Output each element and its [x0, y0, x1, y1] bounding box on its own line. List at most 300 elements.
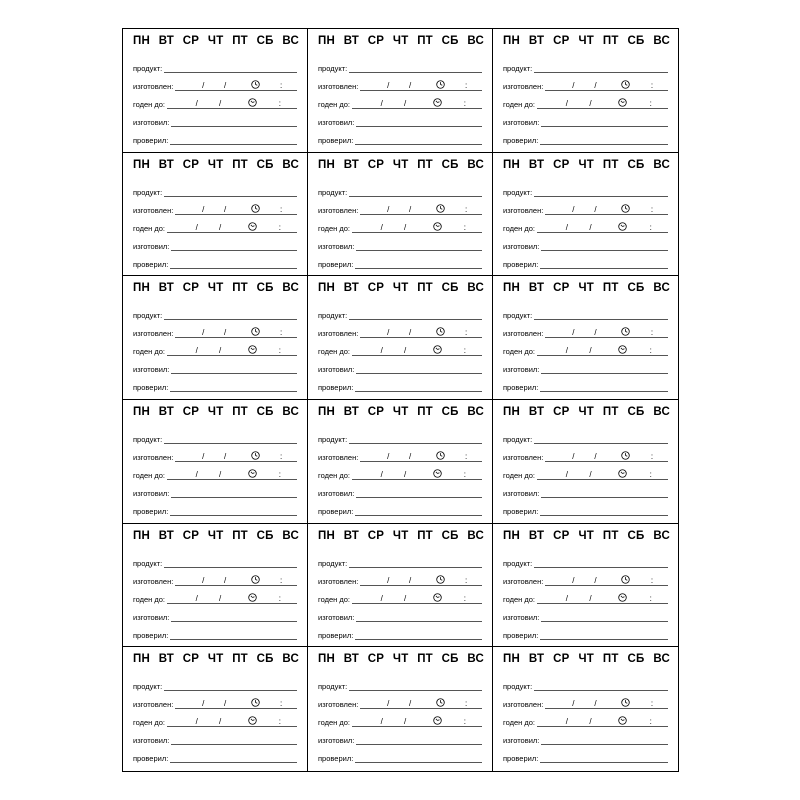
product-field[interactable] [534, 64, 668, 73]
expires-datetime-field[interactable] [167, 718, 297, 727]
expires-row [318, 592, 482, 604]
time-colon: : [279, 81, 283, 90]
label-card [308, 400, 493, 524]
weekday-mon[interactable]: ПН [133, 529, 150, 542]
weekday-fri[interactable]: ПТ [417, 35, 433, 47]
weekday-mon[interactable]: ПН [318, 405, 335, 418]
made-by-field[interactable] [171, 736, 297, 745]
weekday-thu[interactable]: ЧТ [578, 405, 594, 418]
weekday-thu[interactable]: ЧТ [207, 35, 224, 47]
weekday-sat[interactable]: СБ [441, 405, 459, 418]
clock-icon [618, 593, 627, 602]
product-field[interactable] [164, 311, 297, 320]
checked-field[interactable] [170, 507, 297, 516]
weekday-thu[interactable]: ЧТ [207, 529, 224, 542]
label-card [493, 524, 678, 648]
weekday-row [318, 282, 484, 294]
weekday-mon[interactable]: ПН [318, 529, 335, 542]
weekday-wed[interactable]: СР [553, 158, 570, 171]
weekday-thu[interactable]: ЧТ [578, 653, 594, 666]
expires-datetime-field[interactable] [352, 224, 482, 233]
weekday-wed[interactable]: СР [553, 405, 570, 418]
weekday-row [318, 406, 484, 418]
product-field[interactable] [349, 435, 482, 444]
time-colon: : [278, 717, 282, 727]
made-datetime-field[interactable] [545, 82, 668, 91]
weekday-fri[interactable]: ПТ [232, 158, 248, 171]
weekday-mon[interactable]: ПН [503, 282, 520, 295]
product-field[interactable] [164, 188, 297, 197]
weekday-thu[interactable]: ЧТ [392, 282, 409, 295]
weekday-fri[interactable]: ПТ [417, 405, 433, 418]
clock-icon [248, 222, 257, 231]
weekday-sat[interactable]: СБ [256, 405, 274, 418]
weekday-sun[interactable]: ВС [653, 653, 670, 666]
checked-field[interactable] [355, 754, 482, 763]
expires-datetime-field[interactable] [537, 718, 668, 727]
weekday-wed[interactable]: СР [367, 35, 385, 47]
expires-datetime-field[interactable] [167, 471, 297, 480]
made-row [133, 326, 297, 338]
product-field[interactable] [164, 435, 297, 444]
product-label: продукт: [503, 311, 533, 321]
checked-field[interactable] [170, 136, 297, 145]
weekday-sat[interactable]: СБ [256, 35, 274, 47]
expires-label: годен до: [133, 347, 165, 357]
weekday-thu[interactable]: ЧТ [392, 35, 409, 47]
clock-icon [248, 716, 257, 725]
expires-label: годен до: [503, 347, 535, 357]
weekday-row [503, 530, 670, 542]
made-datetime-field[interactable] [360, 206, 482, 215]
date-slash: / [202, 81, 205, 90]
weekday-tue[interactable]: ВТ [158, 653, 175, 666]
checked-field[interactable] [540, 754, 668, 763]
checked-field[interactable] [355, 507, 482, 516]
weekday-wed[interactable]: СР [553, 282, 570, 295]
date-slash: / [589, 469, 592, 479]
expires-datetime-field[interactable] [352, 471, 482, 480]
weekday-wed[interactable]: СР [182, 405, 200, 418]
clock-icon [436, 80, 445, 89]
time-colon: : [278, 99, 282, 108]
product-field[interactable] [164, 64, 297, 73]
weekday-sun[interactable]: ВС [467, 653, 484, 666]
made-by-field[interactable] [541, 118, 668, 127]
weekday-thu[interactable]: ЧТ [578, 35, 594, 47]
made-by-row [133, 733, 297, 745]
made-label: изготовлен: [503, 700, 544, 710]
weekday-thu[interactable]: ЧТ [578, 282, 594, 295]
expires-label: годен до: [503, 594, 535, 604]
time-colon: : [464, 451, 468, 461]
time-colon: : [464, 699, 468, 709]
made-row [503, 79, 668, 91]
product-field[interactable] [534, 682, 668, 691]
checked-field[interactable] [355, 383, 482, 392]
weekday-sun[interactable]: ВС [653, 282, 670, 295]
product-row [503, 308, 668, 320]
weekday-fri[interactable]: ПТ [602, 529, 619, 542]
weekday-sun[interactable]: ВС [282, 35, 299, 47]
weekday-mon[interactable]: ПН [503, 653, 520, 666]
checked-field[interactable] [540, 631, 668, 640]
weekday-sat[interactable]: СБ [441, 282, 459, 295]
date-slash: / [223, 328, 227, 338]
weekday-mon[interactable]: ПН [503, 529, 520, 542]
checked-field[interactable] [170, 383, 297, 392]
weekday-sun[interactable]: ВС [282, 282, 299, 295]
weekday-tue[interactable]: ВТ [343, 158, 360, 171]
weekday-tue[interactable]: ВТ [158, 405, 175, 418]
checked-label: проверил: [318, 136, 354, 145]
weekday-tue[interactable]: ВТ [343, 529, 360, 542]
product-field[interactable] [164, 682, 297, 691]
checked-field[interactable] [355, 260, 482, 269]
checked-field[interactable] [355, 136, 482, 145]
weekday-sun[interactable]: ВС [467, 35, 484, 47]
label-card [308, 524, 493, 648]
weekday-fri[interactable]: ПТ [232, 529, 248, 542]
made-datetime-field[interactable] [175, 206, 297, 215]
made-by-field[interactable] [541, 736, 668, 745]
weekday-thu[interactable]: ЧТ [392, 653, 409, 666]
weekday-tue[interactable]: ВТ [343, 282, 360, 295]
expires-datetime-field[interactable] [167, 595, 297, 604]
weekday-fri[interactable]: ПТ [232, 653, 248, 666]
date-slash: / [589, 717, 592, 727]
product-field[interactable] [534, 559, 668, 568]
made-datetime-field[interactable] [545, 329, 668, 338]
weekday-sat[interactable]: СБ [627, 35, 645, 47]
weekday-wed[interactable]: СР [367, 529, 385, 542]
made-by-field[interactable] [171, 242, 297, 251]
product-field[interactable] [349, 311, 482, 320]
label-card [308, 153, 493, 277]
weekday-wed[interactable]: СР [182, 529, 200, 542]
weekday-tue[interactable]: ВТ [158, 35, 175, 47]
weekday-sun[interactable]: ВС [653, 158, 670, 171]
weekday-sun[interactable]: ВС [653, 405, 670, 418]
made-by-row [318, 239, 482, 251]
expires-datetime-field[interactable] [537, 595, 668, 604]
product-label: продукт: [133, 187, 163, 197]
weekday-sun[interactable]: ВС [282, 529, 299, 542]
checked-field[interactable] [170, 260, 297, 269]
date-slash: / [195, 346, 198, 356]
weekday-wed[interactable]: СР [182, 158, 200, 171]
weekday-mon[interactable]: ПН [318, 653, 335, 666]
weekday-tue[interactable]: ВТ [528, 405, 545, 418]
date-slash: / [565, 469, 569, 479]
made-by-field[interactable] [171, 118, 297, 127]
expires-label: годен до: [133, 594, 165, 604]
product-row [133, 679, 297, 691]
expires-label: годен до: [503, 718, 535, 728]
made-by-field[interactable] [356, 242, 482, 251]
made-by-row [503, 733, 668, 745]
weekday-wed[interactable]: СР [182, 653, 200, 666]
weekday-sat[interactable]: СБ [256, 529, 274, 542]
weekday-sun[interactable]: ВС [467, 529, 484, 542]
expires-row [318, 221, 482, 233]
made-by-field[interactable] [171, 489, 297, 498]
weekday-fri[interactable]: ПТ [602, 35, 619, 47]
date-slash: / [572, 451, 575, 461]
weekday-tue[interactable]: ВТ [528, 653, 545, 666]
made-by-row [133, 610, 297, 622]
weekday-mon[interactable]: ПН [133, 282, 150, 295]
checked-field[interactable] [170, 631, 297, 640]
date-slash: / [202, 204, 205, 214]
clock-icon [248, 593, 257, 602]
weekday-wed[interactable]: СР [553, 653, 570, 666]
weekday-fri[interactable]: ПТ [232, 35, 248, 47]
checked-field[interactable] [355, 631, 482, 640]
weekday-tue[interactable]: ВТ [528, 282, 545, 295]
weekday-sun[interactable]: ВС [282, 405, 299, 418]
weekday-fri[interactable]: ПТ [232, 405, 248, 418]
clock-icon [621, 451, 630, 460]
expires-datetime-field[interactable] [537, 224, 668, 233]
weekday-fri[interactable]: ПТ [417, 529, 433, 542]
made-by-label: изготовил: [133, 612, 170, 622]
weekday-sat[interactable]: СБ [256, 282, 274, 295]
expires-label: годен до: [503, 100, 535, 109]
weekday-sun[interactable]: ВС [653, 35, 670, 47]
product-row [318, 556, 482, 568]
weekday-wed[interactable]: СР [182, 282, 200, 295]
date-slash: / [572, 204, 575, 214]
label-card [493, 647, 678, 771]
made-label: изготовлен: [133, 452, 174, 462]
time-colon: : [650, 81, 654, 90]
date-slash: / [403, 717, 407, 727]
date-slash: / [565, 717, 569, 727]
made-by-label: изготовил: [318, 736, 355, 746]
clock-icon [618, 716, 627, 725]
expires-datetime-field[interactable] [537, 100, 668, 109]
expires-datetime-field[interactable] [167, 100, 297, 109]
made-datetime-field[interactable] [360, 700, 482, 709]
expires-datetime-field[interactable] [352, 718, 482, 727]
weekday-tue[interactable]: ВТ [343, 35, 360, 47]
weekday-row [133, 530, 299, 542]
expires-row [133, 715, 297, 727]
weekday-mon[interactable]: ПН [318, 35, 335, 47]
weekday-fri[interactable]: ПТ [417, 653, 433, 666]
expires-datetime-field[interactable] [537, 471, 668, 480]
weekday-tue[interactable]: ВТ [158, 158, 175, 171]
product-field[interactable] [534, 435, 668, 444]
weekday-sat[interactable]: СБ [441, 653, 459, 666]
made-datetime-field[interactable] [175, 700, 297, 709]
expires-datetime-field[interactable] [352, 347, 482, 356]
weekday-mon[interactable]: ПН [503, 158, 520, 171]
weekday-wed[interactable]: СР [367, 282, 385, 295]
made-by-field[interactable] [541, 242, 668, 251]
weekday-thu[interactable]: ЧТ [578, 158, 594, 171]
made-datetime-field[interactable] [360, 453, 482, 462]
weekday-sun[interactable]: ВС [467, 282, 484, 295]
made-row [133, 697, 297, 709]
weekday-fri[interactable]: ПТ [602, 158, 619, 171]
label-card [123, 524, 308, 648]
made-by-field[interactable] [356, 118, 482, 127]
product-field[interactable] [534, 188, 668, 197]
made-by-field[interactable] [356, 613, 482, 622]
made-datetime-field[interactable] [360, 577, 482, 586]
weekday-wed[interactable]: СР [182, 35, 200, 47]
weekday-tue[interactable]: ВТ [528, 35, 545, 47]
date-slash: / [380, 346, 383, 356]
made-datetime-field[interactable] [360, 82, 482, 91]
product-field[interactable] [534, 311, 668, 320]
checked-field[interactable] [540, 383, 668, 392]
weekday-tue[interactable]: ВТ [158, 282, 175, 295]
made-datetime-field[interactable] [545, 700, 668, 709]
weekday-wed[interactable]: СР [553, 35, 570, 47]
weekday-wed[interactable]: СР [367, 405, 385, 418]
weekday-thu[interactable]: ЧТ [392, 158, 409, 171]
time-colon: : [463, 346, 467, 356]
weekday-sun[interactable]: ВС [282, 653, 299, 666]
expires-row [133, 344, 297, 356]
weekday-tue[interactable]: ВТ [528, 529, 545, 542]
weekday-wed[interactable]: СР [367, 158, 385, 171]
product-field[interactable] [164, 559, 297, 568]
product-label: продукт: [318, 558, 348, 568]
weekday-fri[interactable]: ПТ [602, 282, 619, 295]
time-colon: : [464, 328, 468, 338]
checked-label: проверил: [318, 259, 354, 269]
expires-row [503, 592, 668, 604]
weekday-thu[interactable]: ЧТ [207, 653, 224, 666]
made-by-label: изготовил: [318, 118, 355, 127]
weekday-sat[interactable]: СБ [256, 653, 274, 666]
weekday-tue[interactable]: ВТ [343, 405, 360, 418]
made-datetime-field[interactable] [545, 453, 668, 462]
weekday-mon[interactable]: ПН [503, 405, 520, 418]
weekday-thu[interactable]: ЧТ [392, 529, 409, 542]
weekday-sat[interactable]: СБ [627, 405, 645, 418]
time-colon: : [279, 451, 283, 461]
made-by-label: изготовил: [133, 488, 170, 498]
weekday-mon[interactable]: ПН [318, 158, 335, 171]
weekday-thu[interactable]: ЧТ [578, 529, 594, 542]
made-datetime-field[interactable] [360, 329, 482, 338]
made-by-field[interactable] [356, 489, 482, 498]
made-by-field[interactable] [356, 736, 482, 745]
weekday-sat[interactable]: СБ [441, 35, 459, 47]
time-colon: : [649, 469, 652, 479]
weekday-thu[interactable]: ЧТ [207, 282, 224, 295]
weekday-mon[interactable]: ПН [133, 158, 150, 171]
weekday-tue[interactable]: ВТ [343, 653, 360, 666]
weekday-wed[interactable]: СР [367, 653, 385, 666]
weekday-sun[interactable]: ВС [282, 158, 299, 171]
expires-datetime-field[interactable] [167, 347, 297, 356]
weekday-mon[interactable]: ПН [133, 653, 150, 666]
date-slash: / [202, 575, 205, 585]
weekday-sun[interactable]: ВС [653, 529, 670, 542]
checked-field[interactable] [540, 136, 668, 145]
checked-field[interactable] [540, 260, 668, 269]
weekday-thu[interactable]: ЧТ [392, 405, 409, 418]
weekday-wed[interactable]: СР [553, 529, 570, 542]
date-slash: / [408, 81, 412, 90]
weekday-sat[interactable]: СБ [627, 529, 645, 542]
weekday-fri[interactable]: ПТ [232, 282, 248, 295]
expires-row [318, 468, 482, 480]
weekday-thu[interactable]: ЧТ [207, 405, 224, 418]
weekday-sat[interactable]: СБ [627, 158, 645, 171]
made-by-field[interactable] [541, 365, 668, 374]
made-by-field[interactable] [541, 489, 668, 498]
made-by-label: изготовил: [133, 118, 170, 127]
made-by-label: изготовил: [133, 365, 170, 375]
weekday-sat[interactable]: СБ [627, 653, 645, 666]
weekday-sat[interactable]: СБ [256, 158, 274, 171]
expires-datetime-field[interactable] [352, 100, 482, 109]
weekday-mon[interactable]: ПН [503, 35, 520, 47]
expires-label: годен до: [318, 470, 350, 480]
weekday-tue[interactable]: ВТ [528, 158, 545, 171]
weekday-mon[interactable]: ПН [133, 405, 150, 418]
made-datetime-field[interactable] [545, 206, 668, 215]
expires-datetime-field[interactable] [537, 347, 668, 356]
made-by-field[interactable] [171, 365, 297, 374]
made-by-field[interactable] [356, 365, 482, 374]
weekday-fri[interactable]: ПТ [417, 158, 433, 171]
weekday-sun[interactable]: ВС [467, 405, 484, 418]
weekday-sat[interactable]: СБ [441, 158, 459, 171]
made-by-field[interactable] [171, 613, 297, 622]
weekday-fri[interactable]: ПТ [602, 405, 619, 418]
made-datetime-field[interactable] [545, 577, 668, 586]
checked-field[interactable] [170, 754, 297, 763]
date-slash: / [594, 204, 597, 214]
weekday-fri[interactable]: ПТ [417, 282, 433, 295]
weekday-sun[interactable]: ВС [467, 158, 484, 171]
weekday-fri[interactable]: ПТ [602, 653, 619, 666]
weekday-mon[interactable]: ПН [318, 282, 335, 295]
checked-field[interactable] [540, 507, 668, 516]
product-field[interactable] [349, 188, 482, 197]
made-datetime-field[interactable] [175, 329, 297, 338]
weekday-mon[interactable]: ПН [133, 35, 150, 47]
product-field[interactable] [349, 559, 482, 568]
weekday-sat[interactable]: СБ [441, 529, 459, 542]
product-field[interactable] [349, 682, 482, 691]
date-slash: / [403, 469, 407, 479]
expires-datetime-field[interactable] [167, 224, 297, 233]
made-datetime-field[interactable] [175, 453, 297, 462]
weekday-thu[interactable]: ЧТ [207, 158, 224, 171]
checked-label: проверил: [133, 630, 169, 640]
product-row [503, 61, 668, 73]
weekday-tue[interactable]: ВТ [158, 529, 175, 542]
weekday-sat[interactable]: СБ [627, 282, 645, 295]
made-datetime-field[interactable] [175, 82, 297, 91]
made-datetime-field[interactable] [175, 577, 297, 586]
product-field[interactable] [349, 64, 482, 73]
product-label: продукт: [503, 682, 533, 692]
expires-datetime-field[interactable] [352, 595, 482, 604]
time-colon: : [278, 469, 282, 479]
expires-row [503, 715, 668, 727]
made-by-field[interactable] [541, 613, 668, 622]
